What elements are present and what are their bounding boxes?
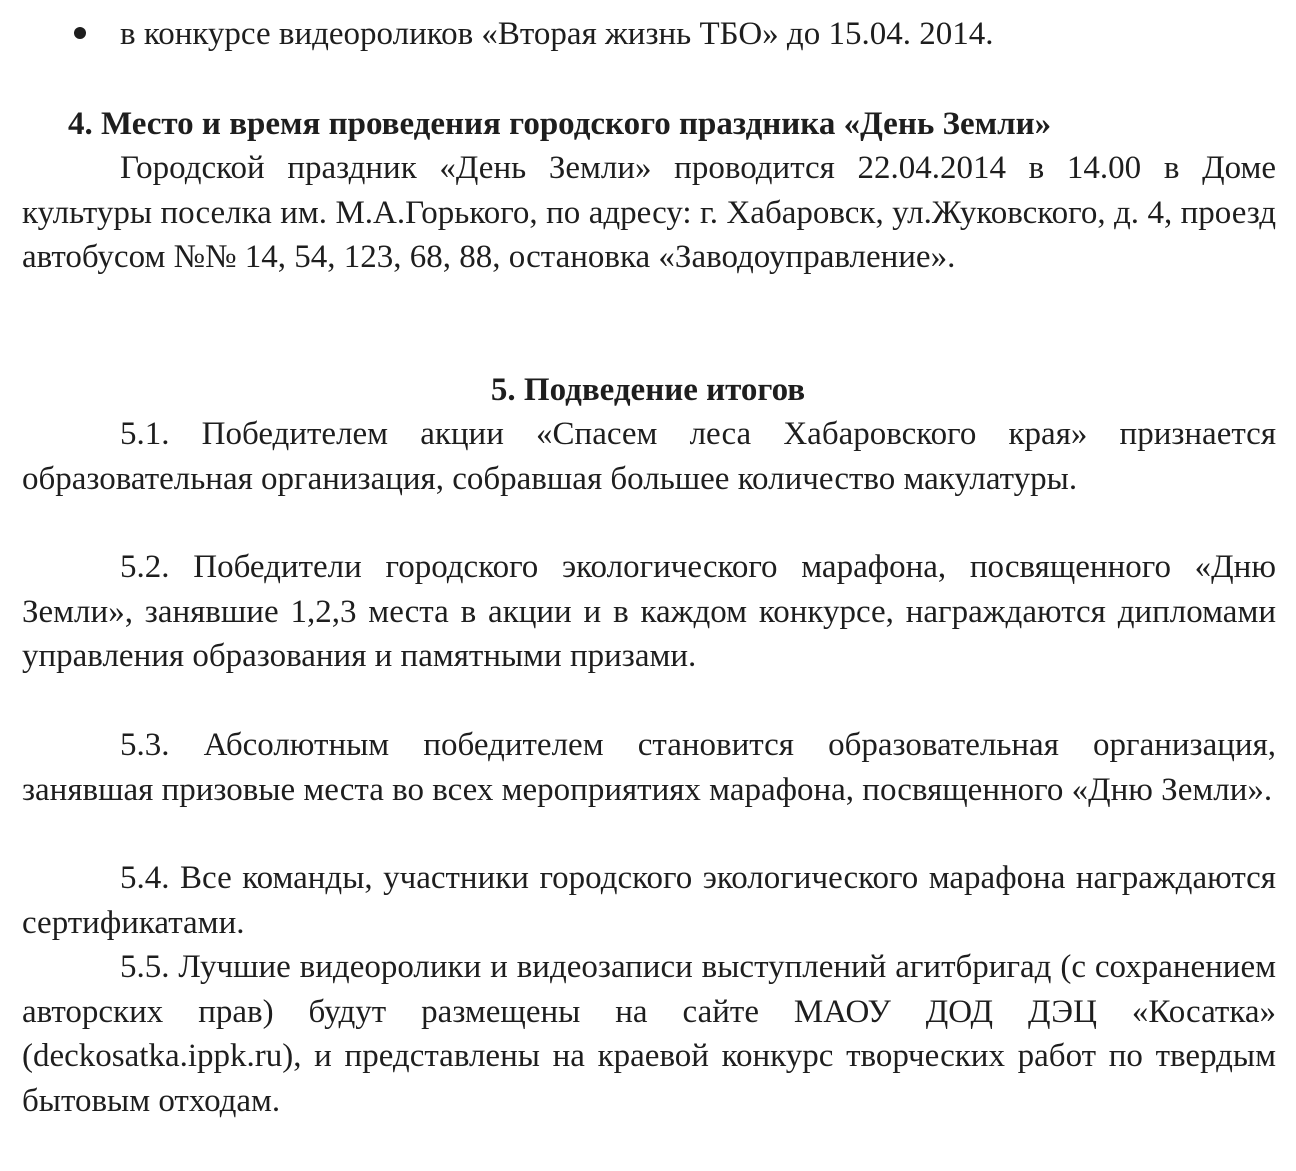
bullet-dot-icon (74, 27, 86, 39)
section-4-text: Городской праздник «День Земли» проводится 22.04.2014 в 14.00 в Доме культуры поселка им. М.А.Горького, по адресу: г. Хабаровск, ул.Жуковского, д. 4, проезд автобусом №№ 14, 54, 123, 68, 88, остановка «Заводоуправление». (22, 150, 1276, 276)
item-5-2-text: 5.2. Победители городского экологического марафона, посвященного «Дню Земли», занявшие 1,2,3 места в акции и в каждом конкурсе, награждаются дипломами управления образования и памятными призами. (22, 549, 1276, 675)
item-5-3-text: 5.3. Абсолютным победителем становится образовательная организация, занявшая призовые места во всех мероприятиях марафона, посвященного «Дню Земли». (22, 727, 1276, 808)
item-5-3 (22, 723, 1276, 812)
item-5-5 (22, 945, 1276, 1123)
section-4-paragraph (22, 146, 1276, 280)
item-5-1-text: 5.1. Победителем акции «Спасем леса Хабаровского края» признается образовательная организация, собравшая большее количество макулатуры. (22, 416, 1276, 497)
bullet-text: в конкурсе видеороликов «Вторая жизнь ТБО» до 15.04. 2014. (120, 16, 994, 52)
item-5-4 (22, 856, 1276, 945)
section-4-heading: 4. Место и время проведения городского праздника «День Земли» (68, 106, 1052, 142)
bullet-item (74, 12, 1274, 56)
section-5-heading: 5. Подведение итогов (490, 372, 806, 408)
item-5-1 (22, 412, 1276, 501)
item-5-2 (22, 545, 1276, 679)
item-5-5-text: 5.5. Лучшие видеоролики и видеозаписи выступлений агитбригад (с сохранением авторских прав) будут размещены на сайте МАОУ ДОД ДЭЦ «Косатка» (deckosatka.ippk.ru), и представлены на краевой конкурс творческих работ по твердым бытовым отходам. (22, 949, 1276, 1119)
item-5-4-text: 5.4. Все команды, участники городского экологического марафона награждаются сертификатами. (22, 860, 1276, 941)
